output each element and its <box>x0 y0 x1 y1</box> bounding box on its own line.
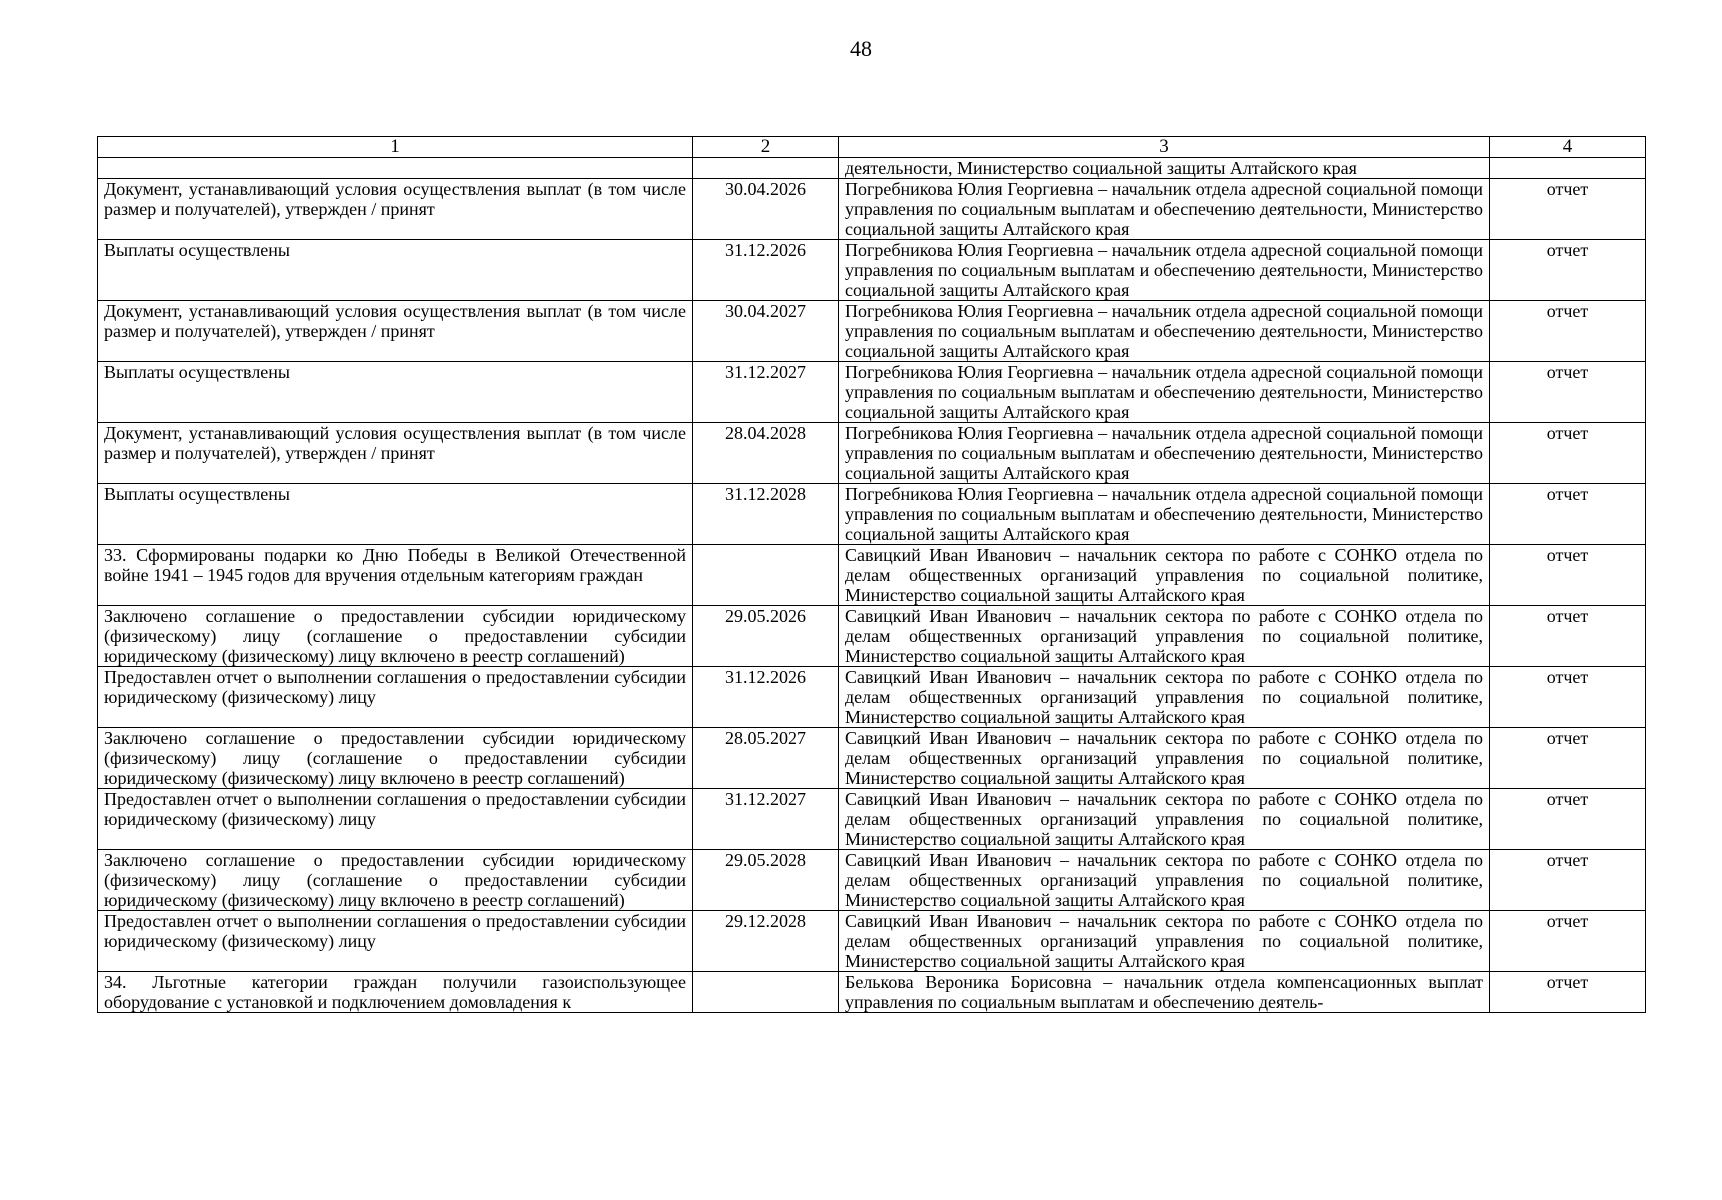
row-report: отчет <box>1490 179 1646 240</box>
row-responsible: Савицкий Иван Иванович – начальник сектора по работе с СОНКО отдела по делам общественных организаций управления по социальной политике, Министерство социальной защиты Алтайского края <box>839 667 1490 728</box>
row-report: отчет <box>1490 484 1646 545</box>
row-report: отчет <box>1490 362 1646 423</box>
activities-table <box>97 136 1646 1013</box>
row-date: 30.04.2026 <box>693 179 839 240</box>
table-row <box>98 423 1646 484</box>
row-description: Заключено соглашение о предоставлении субсидии юридическому (физическому) лицу (соглашение о предоставлении субсидии юридическому (физическому) лицу включено в реестр соглашений) <box>98 850 693 911</box>
table-row <box>98 850 1646 911</box>
row-description: 34. Льготные категории граждан получили газоиспользующее оборудование с установкой и подключением домовладения к <box>98 972 693 1013</box>
row-responsible: Савицкий Иван Иванович – начальник сектора по работе с СОНКО отдела по делам общественных организаций управления по социальной политике, Министерство социальной защиты Алтайского края <box>839 850 1490 911</box>
row-report: отчет <box>1490 911 1646 972</box>
row-description: Предоставлен отчет о выполнении соглашения о предоставлении субсидии юридическому (физическому) лицу <box>98 667 693 728</box>
row-description: Документ, устанавливающий условия осуществления выплат (в том числе размер и получателей), утвержден / принят <box>98 423 693 484</box>
row-responsible: Савицкий Иван Иванович – начальник сектора по работе с СОНКО отдела по делам общественных организаций управления по социальной политике, Министерство социальной защиты Алтайского края <box>839 728 1490 789</box>
row-report: отчет <box>1490 545 1646 606</box>
row-date: 31.12.2027 <box>693 789 839 850</box>
continuation-report <box>1490 158 1646 179</box>
row-responsible: Погребникова Юлия Георгиевна – начальник отдела адресной социальной помощи управления по социальным выплатам и обеспечению деятельности, Министерство социальной защиты Алтайского края <box>839 362 1490 423</box>
column-header-4: 4 <box>1490 137 1646 158</box>
page-number: 48 <box>850 36 872 61</box>
row-date: 29.12.2028 <box>693 911 839 972</box>
continuation-row <box>98 158 1646 179</box>
row-report: отчет <box>1490 850 1646 911</box>
table-row <box>98 606 1646 667</box>
row-description: Заключено соглашение о предоставлении субсидии юридическому (физическому) лицу (соглашение о предоставлении субсидии юридическому (физическому) лицу включено в реестр соглашений) <box>98 606 693 667</box>
row-description: Выплаты осуществлены <box>98 240 693 301</box>
table-row <box>98 911 1646 972</box>
table-header-row <box>98 137 1646 158</box>
row-report: отчет <box>1490 667 1646 728</box>
row-responsible: Савицкий Иван Иванович – начальник сектора по работе с СОНКО отдела по делам общественных организаций управления по социальной политике, Министерство социальной защиты Алтайского края <box>839 606 1490 667</box>
table-row <box>98 362 1646 423</box>
row-responsible: Погребникова Юлия Георгиевна – начальник отдела адресной социальной помощи управления по социальным выплатам и обеспечению деятельности, Министерство социальной защиты Алтайского края <box>839 423 1490 484</box>
table-row <box>98 972 1646 1013</box>
row-date: 28.05.2027 <box>693 728 839 789</box>
row-description: Предоставлен отчет о выполнении соглашения о предоставлении субсидии юридическому (физическому) лицу <box>98 911 693 972</box>
continuation-responsible: деятельности, Министерство социальной защиты Алтайского края <box>839 158 1490 179</box>
row-responsible: Савицкий Иван Иванович – начальник сектора по работе с СОНКО отдела по делам общественных организаций управления по социальной политике, Министерство социальной защиты Алтайского края <box>839 911 1490 972</box>
table-row <box>98 728 1646 789</box>
row-report: отчет <box>1490 789 1646 850</box>
row-description: Документ, устанавливающий условия осуществления выплат (в том числе размер и получателей), утвержден / принят <box>98 301 693 362</box>
table-row <box>98 789 1646 850</box>
column-header-1: 1 <box>98 137 693 158</box>
row-date: 31.12.2028 <box>693 484 839 545</box>
row-responsible: Погребникова Юлия Георгиевна – начальник отдела адресной социальной помощи управления по социальным выплатам и обеспечению деятельности, Министерство социальной защиты Алтайского края <box>839 240 1490 301</box>
row-responsible: Погребникова Юлия Георгиевна – начальник отдела адресной социальной помощи управления по социальным выплатам и обеспечению деятельности, Министерство социальной защиты Алтайского края <box>839 484 1490 545</box>
row-responsible: Погребникова Юлия Георгиевна – начальник отдела адресной социальной помощи управления по социальным выплатам и обеспечению деятельности, Министерство социальной защиты Алтайского края <box>839 301 1490 362</box>
table-row <box>98 484 1646 545</box>
row-report: отчет <box>1490 728 1646 789</box>
continuation-date <box>693 158 839 179</box>
row-report: отчет <box>1490 972 1646 1013</box>
row-description: Выплаты осуществлены <box>98 362 693 423</box>
row-description: 33. Сформированы подарки ко Дню Победы в Великой Отечественной войне 1941 – 1945 годов для вручения отдельным категориям граждан <box>98 545 693 606</box>
row-report: отчет <box>1490 240 1646 301</box>
table-row <box>98 240 1646 301</box>
row-responsible: Белькова Вероника Борисовна – начальник отдела компенсационных выплат управления по социальным выплатам и обеспечению деятель- <box>839 972 1490 1013</box>
row-date: 31.12.2026 <box>693 240 839 301</box>
row-date: 29.05.2028 <box>693 850 839 911</box>
row-date: 28.04.2028 <box>693 423 839 484</box>
row-date <box>693 972 839 1013</box>
row-report: отчет <box>1490 606 1646 667</box>
row-date: 30.04.2027 <box>693 301 839 362</box>
row-report: отчет <box>1490 423 1646 484</box>
row-date: 31.12.2027 <box>693 362 839 423</box>
row-responsible: Савицкий Иван Иванович – начальник сектора по работе с СОНКО отдела по делам общественных организаций управления по социальной политике, Министерство социальной защиты Алтайского края <box>839 789 1490 850</box>
row-description: Предоставлен отчет о выполнении соглашения о предоставлении субсидии юридическому (физическому) лицу <box>98 789 693 850</box>
row-date: 31.12.2026 <box>693 667 839 728</box>
row-description: Выплаты осуществлены <box>98 484 693 545</box>
row-responsible: Погребникова Юлия Георгиевна – начальник отдела адресной социальной помощи управления по социальным выплатам и обеспечению деятельности, Министерство социальной защиты Алтайского края <box>839 179 1490 240</box>
column-header-2: 2 <box>693 137 839 158</box>
row-responsible: Савицкий Иван Иванович – начальник сектора по работе с СОНКО отдела по делам общественных организаций управления по социальной политике, Министерство социальной защиты Алтайского края <box>839 545 1490 606</box>
table-row <box>98 545 1646 606</box>
row-description: Заключено соглашение о предоставлении субсидии юридическому (физическому) лицу (соглашение о предоставлении субсидии юридическому (физическому) лицу включено в реестр соглашений) <box>98 728 693 789</box>
row-report: отчет <box>1490 301 1646 362</box>
row-date <box>693 545 839 606</box>
table-row <box>98 179 1646 240</box>
table-row <box>98 667 1646 728</box>
continuation-description <box>98 158 693 179</box>
column-header-3: 3 <box>839 137 1490 158</box>
row-date: 29.05.2026 <box>693 606 839 667</box>
table-row <box>98 301 1646 362</box>
row-description: Документ, устанавливающий условия осуществления выплат (в том числе размер и получателей), утвержден / принят <box>98 179 693 240</box>
